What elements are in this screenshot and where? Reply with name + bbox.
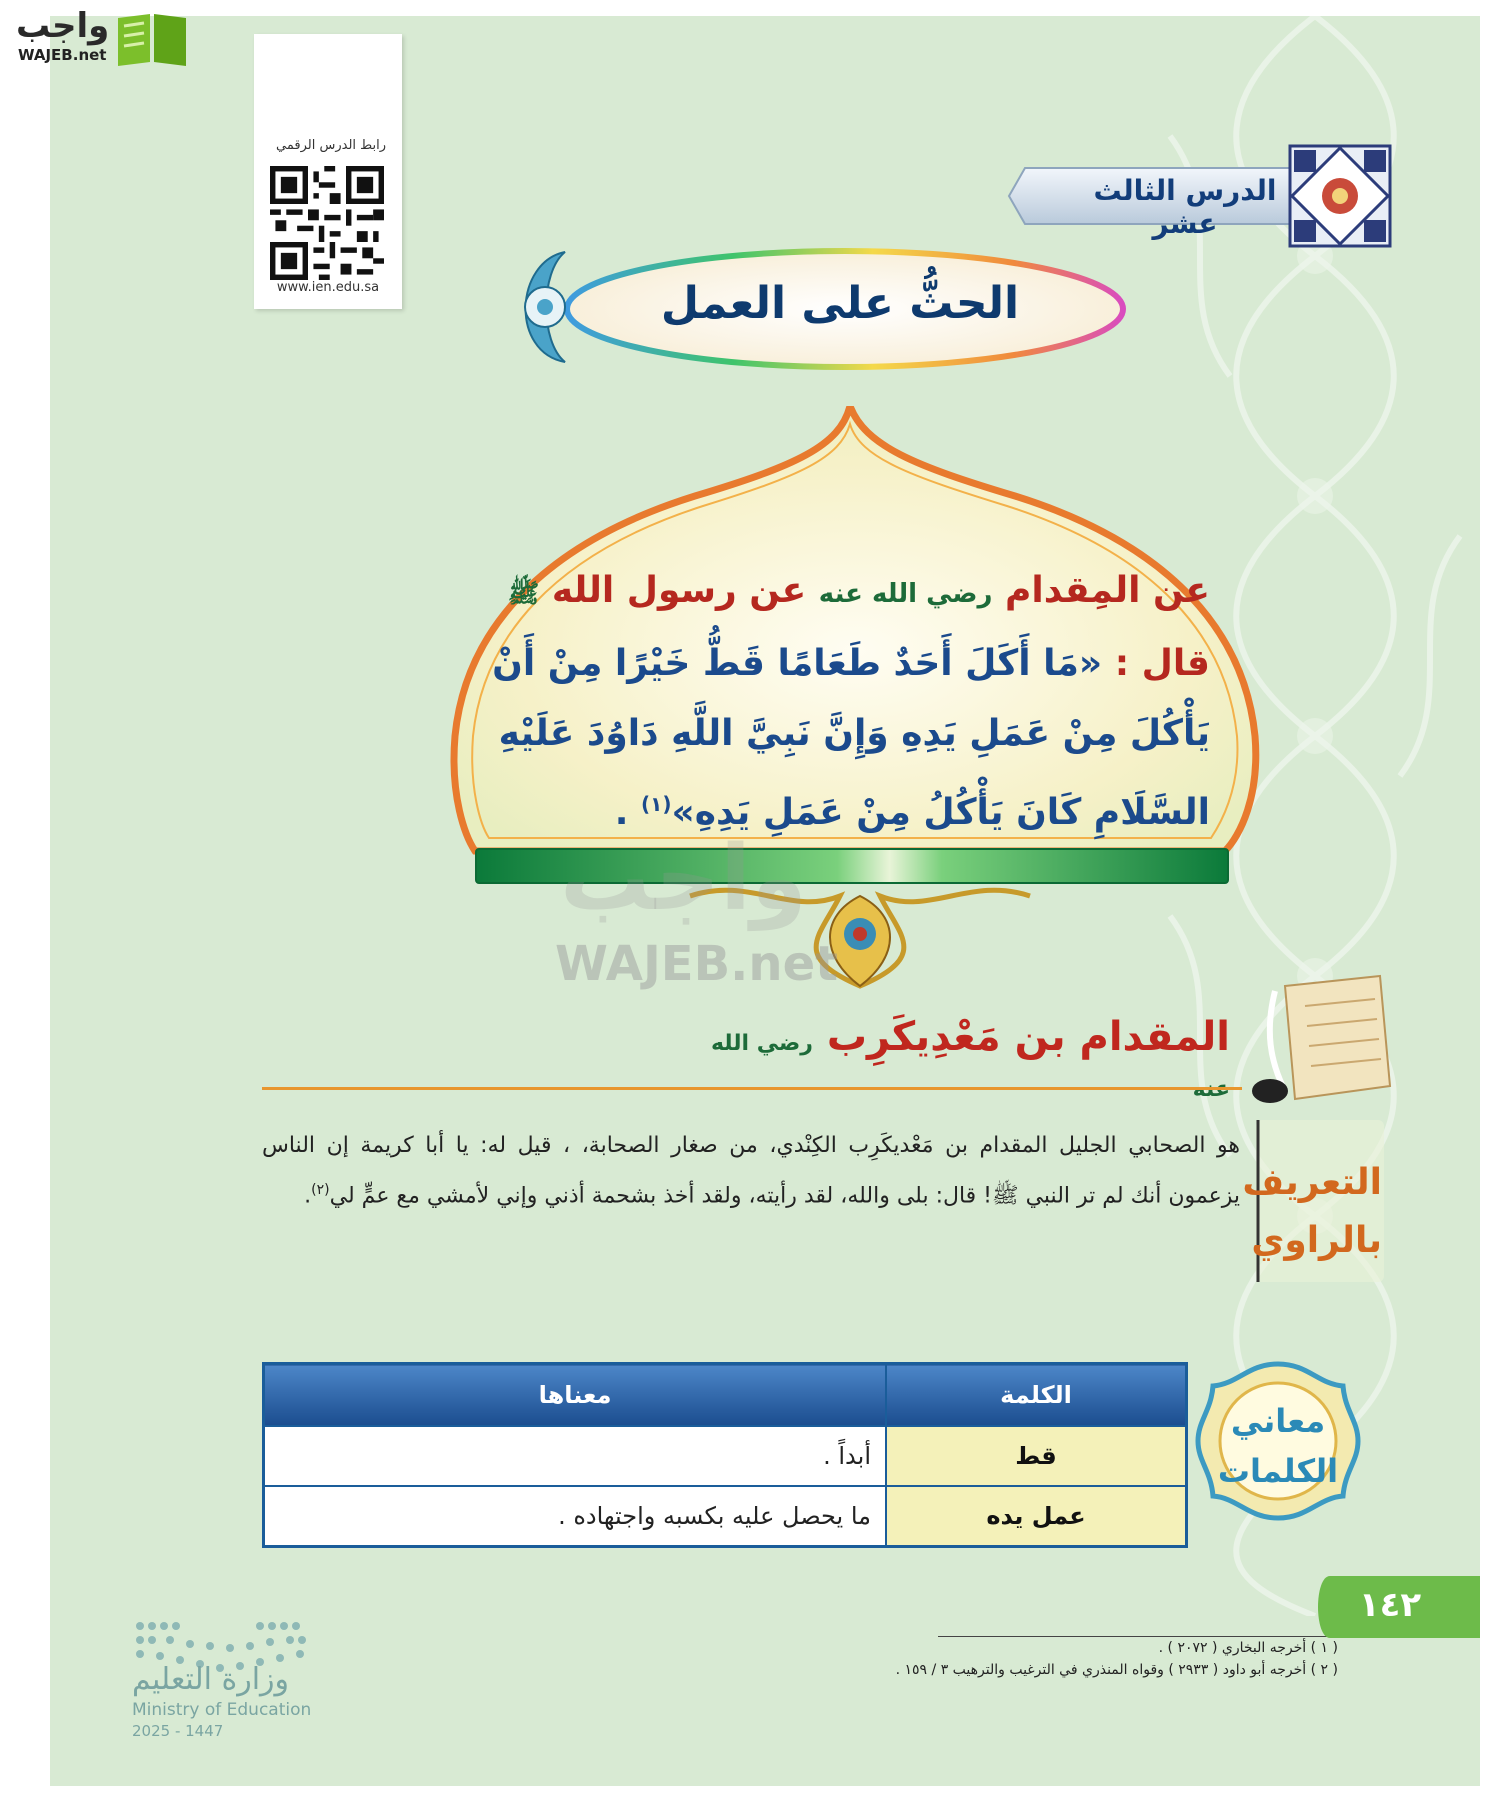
qr-card[interactable] bbox=[254, 34, 402, 309]
word-cell: قط bbox=[886, 1426, 1187, 1486]
qr-url[interactable]: www.ien.edu.sa bbox=[276, 280, 380, 295]
honor-companion: رضي الله عنه bbox=[818, 579, 993, 609]
ministry-name-arabic: وزارة التعليم bbox=[132, 1662, 290, 1697]
meaning-cell: ما يحصل عليه بكسبه واجتهاده . bbox=[264, 1486, 887, 1547]
narrator-name: المقدام بن مَعْدِيكَرِب bbox=[826, 1014, 1230, 1060]
wajeb-logo[interactable] bbox=[6, 4, 196, 64]
side-label-1: التعريف bbox=[1242, 1162, 1382, 1203]
word-cell: عمل يده bbox=[886, 1486, 1187, 1547]
narrator-text: هو الصحابي الجليل المقدام بن مَعْديكَرِب الكِنْدي، من صغار الصحابة، ، قيل له: يا أبا كريمة إن الناس يزعمون أنك لم تر النبي ﷺ! قال: بلى والله، لقد رأيته، ولقد أخذ بشحمة أذني وإني لأمشي مع عمٍّ لي bbox=[262, 1133, 1240, 1209]
watermark-arabic: واجب bbox=[560, 826, 807, 931]
lesson-ornament-icon bbox=[1280, 136, 1400, 256]
narrator-honor: رضي الله bbox=[710, 1031, 813, 1056]
book-icon bbox=[112, 8, 192, 68]
ministry-name-english: Ministry of Education bbox=[132, 1700, 312, 1720]
meanings-badge-label bbox=[1200, 1396, 1356, 1496]
logo-latin: WAJEB.net bbox=[18, 46, 107, 64]
badge-label-1: معاني bbox=[1230, 1402, 1326, 1440]
table-row bbox=[264, 1426, 1187, 1486]
table-header-row bbox=[264, 1364, 1187, 1427]
textbook-page bbox=[50, 16, 1480, 1786]
col-meaning-header: معناها bbox=[264, 1364, 887, 1427]
qr-code-icon[interactable] bbox=[270, 166, 384, 280]
lesson-number-label: الدرس الثالث عشر bbox=[1093, 174, 1277, 240]
ministry-year: 2025 - 1447 bbox=[132, 1722, 224, 1740]
footnote-divider bbox=[938, 1636, 1338, 1637]
meaning-cell: أبداً . bbox=[264, 1426, 887, 1486]
hadith-end: . bbox=[614, 792, 629, 833]
badge-label-2: الكلمات bbox=[1217, 1452, 1339, 1490]
hadith-intro-a: عن المِقدام bbox=[1005, 570, 1210, 611]
narrator-footnote-ref[interactable]: (٢) bbox=[311, 1182, 330, 1198]
footnote-2: ( ٢ ) أخرجه أبو داود ( ٢٩٣٣ ) وقواه المنذري في الترغيب والترهيب ٣ / ١٥٩ . bbox=[895, 1662, 1338, 1678]
word-meanings-table bbox=[262, 1362, 1188, 1548]
lesson-title: الحثُّ على العمل bbox=[660, 278, 1020, 329]
qr-title: رابط الدرس الرقمي bbox=[276, 138, 386, 153]
honor-prophet: ﷺ bbox=[507, 579, 540, 609]
footnote-1: ( ١ ) أخرجه البخاري ( ٢٠٧٢ ) . bbox=[1158, 1640, 1338, 1656]
page-number: ١٤٢ bbox=[1358, 1585, 1422, 1625]
watermark-latin: WAJEB.net bbox=[555, 936, 839, 992]
side-label-2: بالراوي bbox=[1251, 1220, 1382, 1261]
hadith-footnote-ref[interactable]: (١) bbox=[640, 792, 672, 816]
narrator-side-label bbox=[1242, 1154, 1382, 1270]
narrator-paragraph bbox=[262, 1124, 1240, 1218]
narrator-heading bbox=[670, 1014, 1230, 1106]
narrator-divider bbox=[262, 1087, 1242, 1090]
col-word-header: الكلمة bbox=[886, 1364, 1187, 1427]
hadith-text: «مَا أَكَلَ أَحَدٌ طَعَامًا قَطُّ خَيْرًا مِنْ أَنْ يَأْكُلَ مِنْ عَمَلِ يَدِهِ وَإِنَّ نَبِيَّ اللَّهِ دَاوُدَ عَلَيْهِ السَّلَامِ كَانَ يَأْكُلُ مِنْ عَمَلِ يَدِهِ» bbox=[492, 643, 1210, 833]
hadith-said: قال : bbox=[1114, 643, 1210, 684]
scroll-quill-icon bbox=[1245, 971, 1395, 1106]
hadith-block bbox=[490, 556, 1210, 848]
logo-arabic: واجب bbox=[16, 6, 110, 46]
table-row bbox=[264, 1486, 1187, 1547]
narrator-end: . bbox=[304, 1183, 312, 1209]
hadith-intro-b: عن رسول الله bbox=[551, 570, 807, 611]
